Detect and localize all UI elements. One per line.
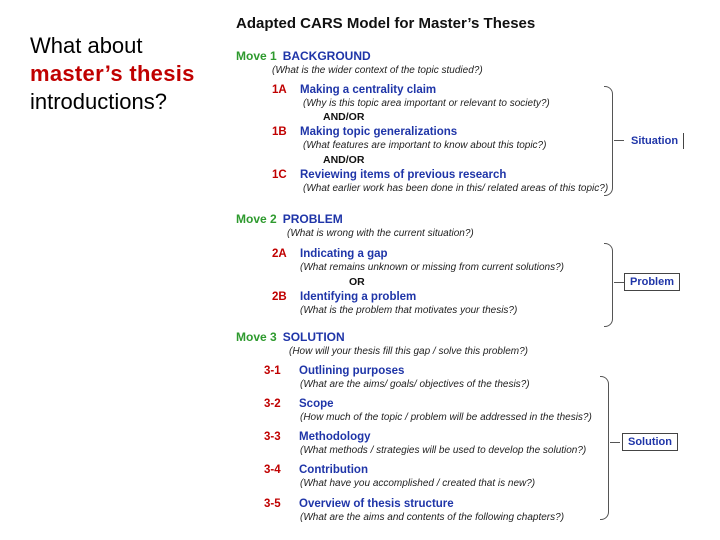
step-2a-number: 2A bbox=[272, 248, 287, 260]
solution-brace-tick bbox=[610, 442, 620, 443]
step-3-1-title: Outlining purposes bbox=[299, 365, 405, 377]
solution-label: Solution bbox=[622, 433, 678, 451]
step-1a-title: Making a centrality claim bbox=[300, 84, 437, 96]
move-2-title: PROBLEM bbox=[282, 212, 343, 226]
move-2-question: (What is wrong with the current situation?) bbox=[287, 228, 474, 239]
situation-label: Situation bbox=[626, 133, 684, 149]
step-3-2-title: Scope bbox=[299, 398, 334, 410]
step-1b-number: 1B bbox=[272, 126, 287, 138]
connector-or: OR bbox=[349, 276, 365, 288]
step-3-5-title: Overview of thesis structure bbox=[299, 498, 454, 510]
problem-brace bbox=[604, 243, 613, 327]
move-1-title: BACKGROUND bbox=[282, 49, 371, 63]
step-3-4-title: Contribution bbox=[299, 464, 368, 476]
step-1b-question: (What features are important to know about this topic?) bbox=[303, 140, 547, 151]
move-1-question: (What is the wider context of the topic studied?) bbox=[272, 65, 483, 76]
step-1a-number: 1A bbox=[272, 84, 287, 96]
step-3-3-question: (What methods / strategies will be used to develop the solution?) bbox=[300, 445, 587, 456]
problem-brace-tick bbox=[614, 282, 624, 283]
solution-brace bbox=[600, 376, 609, 520]
connector-and-or-1: AND/OR bbox=[323, 111, 365, 123]
move-2-heading bbox=[236, 212, 343, 226]
step-2a-question: (What remains unknown or missing from current solutions?) bbox=[300, 262, 564, 273]
move-1-heading bbox=[236, 49, 371, 63]
step-1c-number: 1C bbox=[272, 169, 287, 181]
step-3-5-question: (What are the aims and contents of the following chapters?) bbox=[300, 512, 565, 523]
step-1c-question: (What earlier work has been done in this/ related areas of this topic?) bbox=[303, 183, 609, 194]
step-2a-title: Indicating a gap bbox=[300, 248, 388, 260]
step-1c-title: Reviewing items of previous research bbox=[300, 169, 507, 181]
move-3-heading bbox=[236, 330, 345, 344]
move-2-label: Move 2 bbox=[236, 212, 277, 226]
step-2b-question: (What is the problem that motivates your thesis?) bbox=[300, 305, 518, 316]
step-3-1-question: (What are the aims/ goals/ objectives of the thesis?) bbox=[300, 379, 530, 390]
move-3-title: SOLUTION bbox=[282, 330, 345, 344]
step-1b-title: Making topic generalizations bbox=[300, 126, 458, 138]
question-line-1: What about bbox=[30, 33, 143, 58]
move-1-label: Move 1 bbox=[236, 49, 277, 63]
step-3-5-number: 3-5 bbox=[264, 498, 281, 510]
move-3-label: Move 3 bbox=[236, 330, 277, 344]
situation-brace-tick bbox=[614, 140, 624, 141]
step-3-3-title: Methodology bbox=[299, 431, 371, 443]
situation-brace bbox=[604, 86, 613, 196]
step-3-1-number: 3-1 bbox=[264, 365, 281, 377]
step-3-2-number: 3-2 bbox=[264, 398, 281, 410]
question-line-2-highlight: master’s thesis bbox=[30, 61, 195, 86]
step-3-4-question: (What have you accomplished / created that is new?) bbox=[300, 478, 536, 489]
figure-title: Adapted CARS Model for Master’s Theses bbox=[236, 15, 536, 32]
step-3-3-number: 3-3 bbox=[264, 431, 281, 443]
step-2b-number: 2B bbox=[272, 291, 287, 303]
step-2b-title: Identifying a problem bbox=[300, 291, 417, 303]
question-line-3: introductions? bbox=[30, 89, 167, 114]
problem-label: Problem bbox=[624, 273, 680, 291]
connector-and-or-2: AND/OR bbox=[323, 154, 365, 166]
step-3-4-number: 3-4 bbox=[264, 464, 281, 476]
move-3-question: (How will your thesis fill this gap / solve this problem?) bbox=[289, 346, 528, 357]
step-3-2-question: (How much of the topic / problem will be addressed in the thesis?) bbox=[300, 412, 592, 423]
step-1a-question: (Why is this topic area important or relevant to society?) bbox=[303, 98, 550, 109]
